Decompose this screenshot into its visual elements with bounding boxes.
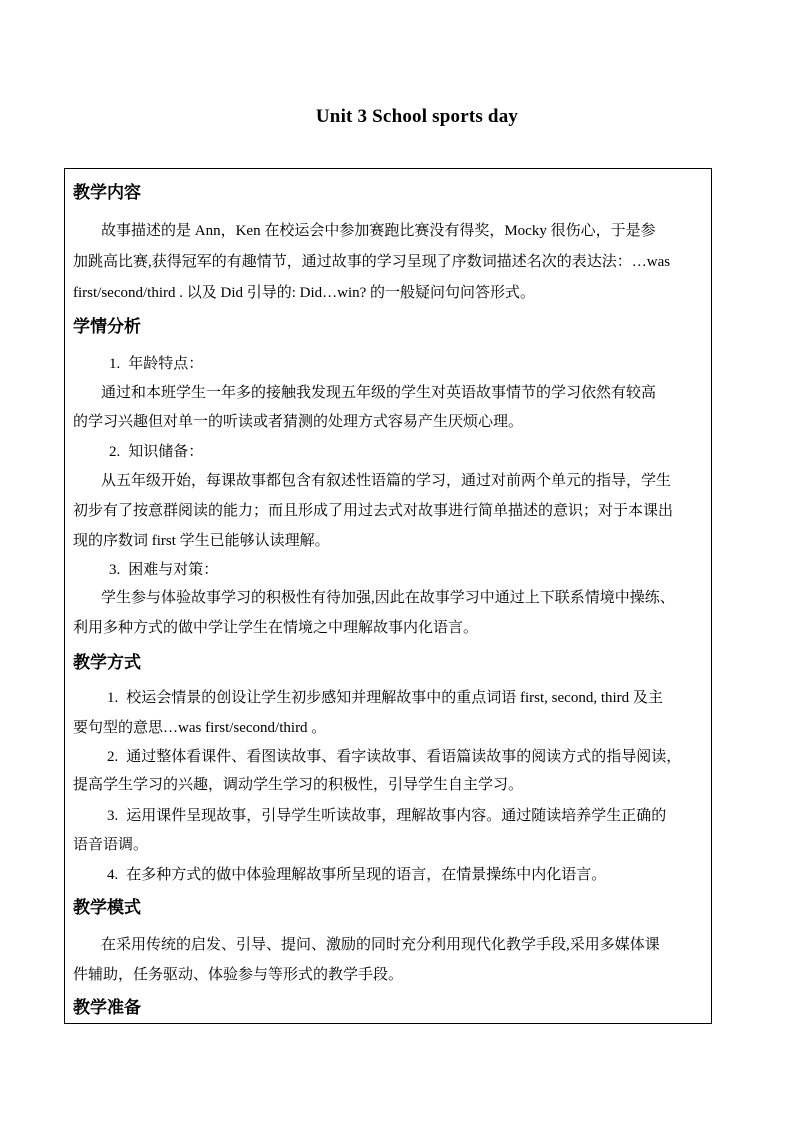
section-heading-content: 教学内容: [73, 183, 141, 202]
content-line-1: 故事描述的是 Ann，Ken 在校运会中参加赛跑比赛没有得奖，Mocky 很伤心，于是参: [101, 223, 656, 239]
method-item-3-number: 3.: [107, 808, 119, 824]
analysis-item-3-line-1: 学生参与体验故事学习的积极性有待加强,因此在故事学习中通过上下联系情境中操练、: [101, 590, 675, 606]
analysis-item-3-number: 3.: [109, 562, 121, 578]
analysis-item-1-label: 1. 年龄特点：: [109, 356, 204, 372]
content-line-3: first/second/third . 以及 Did 引导的: Did…win? 的一般疑问句问答形式。: [73, 285, 536, 301]
method-item-1-line-2: 要句型的意思…was first/second/third 。: [73, 720, 327, 736]
analysis-item-2-line-1: 从五年级开始，每课故事都包含有叙述性语篇的学习，通过对前两个单元的指导，学生: [101, 473, 672, 489]
analysis-item-1-line-1: 通过和本班学生一年多的接触我发现五年级的学生对英语故事情节的学习依然有较高: [101, 385, 657, 401]
analysis-item-1-number: 1.: [109, 356, 121, 372]
method-item-2-line-2: 提高学生学习的兴趣，调动学生学习的积极性，引导学生自主学习。: [73, 777, 524, 793]
analysis-item-3-line-2: 利用多种方式的做中学让学生在情境之中理解故事内化语言。: [73, 620, 479, 636]
analysis-item-2-number: 2.: [109, 444, 121, 460]
analysis-item-2-line-3: 现的序数词 first 学生已能够认读理解。: [73, 533, 330, 549]
method-item-2-line-1: 2. 通过整体看课件、看图读故事、看字读故事、看语篇读故事的阅读方式的指导阅读，: [107, 749, 682, 765]
section-heading-method: 教学方式: [73, 653, 141, 672]
method-item-3-line-1: 3. 运用课件呈现故事，引导学生听读故事，理解故事内容。通过随读培养学生正确的: [107, 808, 667, 824]
analysis-item-1-line-2: 的学习兴趣但对单一的听读或者猜测的处理方式容易产生厌烦心理。: [73, 414, 524, 430]
method-item-1-line-1: 1. 校运会情景的创设让学生初步感知并理解故事中的重点词语 first, second, third 及主: [107, 690, 663, 706]
method-item-3-line-2: 语音语调。: [73, 837, 149, 853]
content-line-2: 加跳高比赛,获得冠军的有趣情节，通过故事的学习呈现了序数词描述名次的表达法：…was: [73, 254, 671, 270]
mode-line-2: 件辅助，任务驱动、体验参与等形式的教学手段。: [73, 967, 404, 983]
section-heading-prep: 教学准备: [73, 998, 141, 1017]
analysis-item-2-label: 2. 知识储备：: [109, 444, 204, 460]
method-item-4-number: 4.: [107, 867, 119, 883]
section-heading-mode: 教学模式: [73, 898, 141, 917]
method-item-4-line-1: 4. 在多种方式的做中体验理解故事所呈现的语言，在情景操练中内化语言。: [107, 867, 607, 883]
analysis-item-2-line-2: 初步有了按意群阅读的能力；而且形成了用过去式对故事进行简单描述的意识；对于本课出: [73, 503, 674, 519]
method-item-1-number: 1.: [107, 690, 119, 706]
section-heading-analysis: 学情分析: [73, 317, 141, 336]
page-title: Unit 3 School sports day: [315, 106, 519, 127]
analysis-item-3-label: 3. 困难与对策：: [109, 562, 219, 578]
method-item-2-number: 2.: [107, 749, 119, 765]
mode-line-1: 在采用传统的启发、引导、提问、激励的同时充分利用现代化教学手段,采用多媒体课: [101, 937, 660, 953]
